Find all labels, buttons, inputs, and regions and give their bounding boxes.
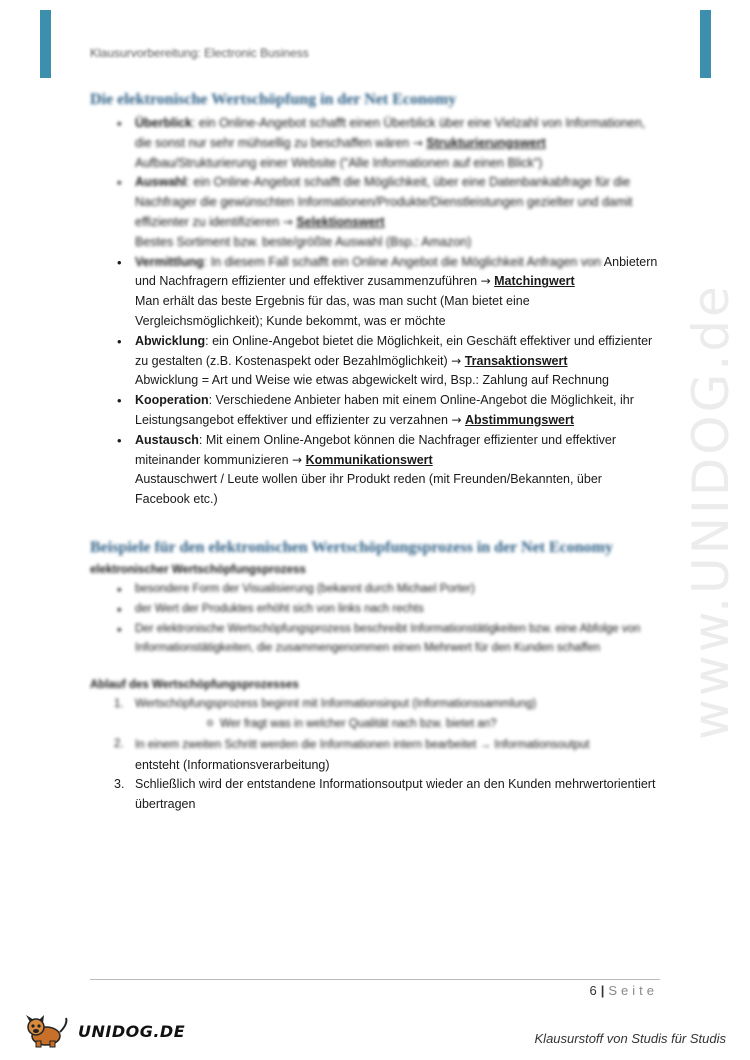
examples-section (90, 536, 658, 815)
page-number: 6 | Seite (589, 983, 658, 998)
arrow-right-icon: → (480, 274, 491, 289)
arrow-right-icon: → (412, 135, 423, 150)
step-item: 2. In einem zweiten Schritt werden die Informationen intern bearbeitet → Informationsoutput entsteht (Informationsverarbeitung) (114, 737, 590, 772)
brand-name: UNIDOG.DE (78, 1022, 186, 1041)
arrow-right-icon: → (282, 214, 293, 229)
value-term: Matchingwert (494, 274, 575, 289)
footer-divider (90, 979, 660, 980)
section-heading-beispiele: Beispiele für den elektronischen Wertschöpfungsprozess in der Net Economy (90, 539, 613, 556)
value-term: Kommunikationswert (305, 452, 433, 467)
subheading-ablauf: Ablauf des Wertschöpfungsprozesses (90, 679, 299, 692)
step-item: 1. Wertschöpfungsprozess beginnt mit Informationsinput (Informationssammlung) o Wer fragt was in welcher Qualität nach bzw. bietet an? (90, 695, 658, 735)
value-term: Transaktionswert (464, 353, 568, 368)
list-item: • Auswahl: ein Online-Angebot schafft die Möglichkeit, über eine Datenbankabfrage für die Nachfrager die gewünschten Informationen/Produkte/Dienstleistungen gezielter und damit effizienter zu identifizieren → Selektionswert Bestes Sortiment bzw. beste/größte Auswahl (Bsp.: Amazon) (90, 173, 658, 252)
brand-logo (22, 1014, 202, 1048)
list-item: • Überblick: ein Online-Angebot schafft einen Überblick über eine Vielzahl von Informationen, die sonst nur sehr mühsellig zu beschaffen wären → Strukturierungswert Aufbau/Strukturierung einer Website ("Alle Informationen auf einen Blick") (90, 114, 658, 173)
arrow-right-icon: → (451, 353, 462, 368)
value-term: Abstimmungswert (464, 412, 575, 427)
list-item: • besondere Form der Visualisierung (bekannt durch Michael Porter) (90, 580, 658, 600)
value-list (90, 114, 658, 510)
list-item: • Kooperation: Verschiedene Anbieter haben mit einem Online-Angebot die Möglichkeit, ihr Leistungsangebot effektiver und effizienter zu verzahnen → Abstimmungswert (90, 391, 658, 431)
subheading-prozess: elektronischer Wertschöpfungsprozess (90, 564, 306, 576)
dog-mascot-icon (22, 1014, 74, 1048)
list-item: • Vermittlung: In diesem Fall schafft ein Online Angebot die Möglichkeit Anfragen von Anbietern und Nachfragern effizienter und effektiver zusammenzuführen → Matchingwert Man erhält das beste Ergebnis für das, was man sucht (Man bietet eine Vergleichsmöglichkeit); Kunde bekommt, was er möchte (90, 253, 658, 332)
watermark: www.UNIDOG.de (682, 283, 740, 740)
sub-step-item: o Wer fragt was in welcher Qualität nach bzw. bietet an? (135, 715, 658, 735)
footer-tagline: Klausurstoff von Studis für Studis (534, 1031, 726, 1046)
arrow-right-icon: → (451, 412, 462, 427)
running-header: Klausurvorbereitung: Electronic Business (90, 46, 309, 60)
list-item: • Abwicklung: ein Online-Angebot bietet die Möglichkeit, ein Geschäft effektiver und effizienter zu gestalten (z.B. Kostenaspekt oder Bezahlmöglichkeit) → Transaktionswert Abwicklung = Art und Weise wie etwas abgewickelt wird, Bsp.: Zahlung auf Rechnung (90, 332, 658, 391)
list-item: • Austausch: Mit einem Online-Angebot können die Nachfrager effizienter und effektiver miteinander kommunizieren → Kommunikationswert Austauschwert / Leute wollen über ihr Produkt reden (mit Freunden/Bekannten, über Facebook etc.) (90, 431, 658, 510)
value-term: Strukturierungswert (426, 135, 546, 150)
value-term: Selektionswert (296, 214, 385, 229)
header-accent-bar-left (40, 10, 51, 78)
list-item: • Der elektronische Wertschöpfungsprozess beschreibt Informationstätigkeiten bzw. eine Abfolge von Informationstätigkeiten, die zusammengenommen einen Mehrwert für den Kunden schaffen (90, 620, 658, 660)
section-heading-wertschoepfung: Die elektronische Wertschöpfung in der Net Economy (90, 91, 457, 108)
step-item: 3. Schließlich wird der entstandene Informationsoutput wieder an den Kunden mehrwertorientiert übertragen (114, 777, 656, 812)
list-item: • der Wert der Produktes erhöht sich von links nach rechts (90, 600, 658, 620)
arrow-right-icon: → (292, 452, 303, 467)
header-accent-bar-right (700, 10, 711, 78)
